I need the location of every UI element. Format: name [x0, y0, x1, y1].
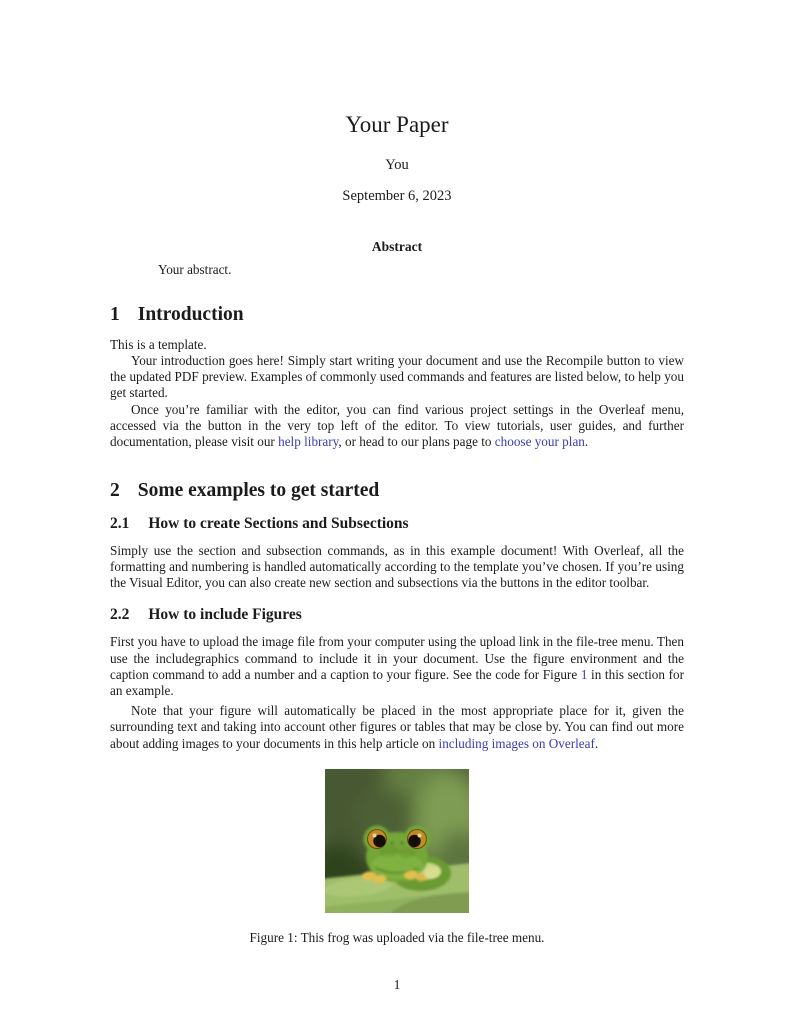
- subsection-heading-sections: [110, 515, 684, 532]
- intro-paragraph-1: This is a template.: [110, 336, 207, 352]
- subsection-heading-figures: [110, 606, 684, 623]
- section-title: Introduction: [137, 304, 244, 326]
- choose-your-plan-link[interactable]: choose your plan: [494, 434, 585, 450]
- page-number: 1: [393, 977, 401, 992]
- section-examples: [110, 480, 684, 752]
- figure-1-reference-link[interactable]: 1: [580, 666, 588, 682]
- subsection-title: How to create Sections and Subsections: [148, 514, 409, 532]
- paper-title: Your Paper: [345, 112, 449, 137]
- section-number: 2: [110, 480, 120, 502]
- including-images-link[interactable]: including images on Overleaf: [438, 735, 595, 751]
- date: September 6, 2023: [342, 188, 452, 205]
- section-heading-examples: [110, 480, 684, 501]
- subsection-number: 2.2: [110, 606, 130, 624]
- subsection-22-paragraph-2: [110, 703, 684, 752]
- paragraph-text: First you have to upload the image file from your computer using the upload link in the file-tree menu. Then use the includegraphics command to include it in your document. Use the figure environment and the caption command to add a number and a caption to your figure. See the code for Figure: [110, 634, 684, 682]
- frog-photo: [325, 769, 469, 913]
- abstract-section: [110, 239, 684, 278]
- subsection-title: How to include Figures: [148, 606, 302, 624]
- subsection-22-paragraph-1: [110, 634, 684, 699]
- abstract-heading: Abstract: [371, 239, 423, 255]
- paragraph-text: , or head to our plans page to: [338, 434, 495, 450]
- section-number: 1: [110, 304, 120, 326]
- figure-1: [110, 769, 684, 946]
- paragraph-text: Once you’re familiar with the editor, you can find various project settings in the Overleaf menu, accessed via the button in the very top left of the editor. To view tutorials, user guides, and further documentation, please visit our: [110, 401, 684, 450]
- intro-paragraph-2: Your introduction goes here! Simply start writing your document and use the Recompile button to view the updated PDF preview. Examples of commonly used commands and features are listed below, to help you get started.: [110, 353, 684, 401]
- subsection-number: 2.1: [110, 514, 130, 532]
- section-introduction: [110, 304, 684, 450]
- paragraph-text: in this section for an example.: [110, 666, 684, 699]
- paragraph-text: Note that your figure will automatically be placed in the most appropriate place for it, given the surrounding text and taking into account other figures or tables that may be close by. You can find out more about adding images to your documents in this help article on: [110, 703, 684, 751]
- intro-paragraph-3: [110, 402, 684, 451]
- title-block: [110, 112, 684, 205]
- subsection-21-paragraph: Simply use the section and subsection commands, as in this example document! With Overleaf, all the formatting and numbering is handled automatically according to the template you’ve chosen. If you’re using the Visual Editor, you can also create new section and subsections via the buttons in the editor toolbar.: [110, 542, 684, 591]
- abstract-text: Your abstract.: [158, 262, 232, 278]
- section-title: Some examples to get started: [137, 480, 380, 502]
- help-library-link[interactable]: help library: [278, 434, 339, 450]
- section-heading-introduction: [110, 304, 684, 325]
- figure-caption: Figure 1: This frog was uploaded via the file-tree menu.: [249, 929, 545, 945]
- author: You: [385, 157, 409, 174]
- paragraph-text: .: [594, 735, 599, 751]
- paragraph-text: .: [584, 434, 589, 450]
